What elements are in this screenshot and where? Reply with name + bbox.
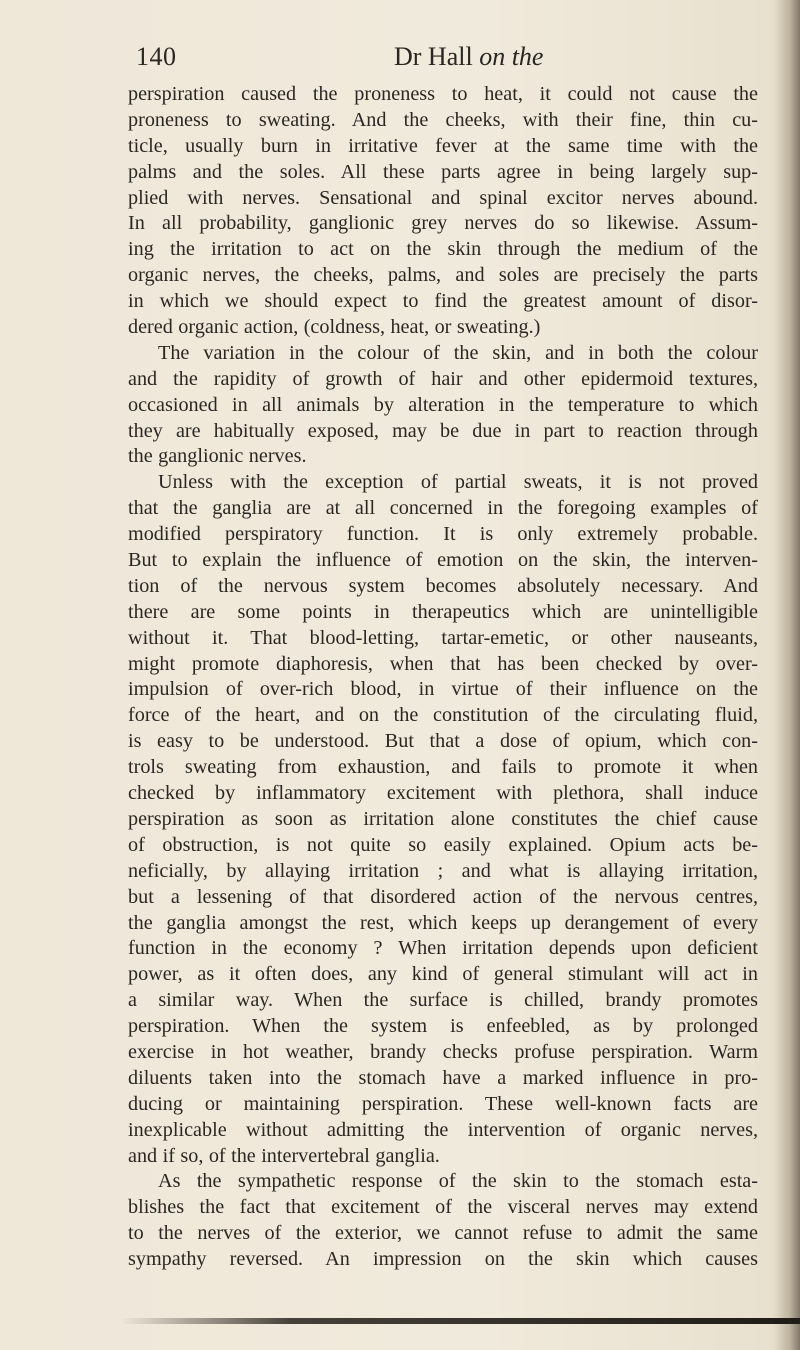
text-line: modified perspiratory function. It is only extremely probable.	[128, 523, 758, 546]
text-line: force of the heart, and on the constitution of the circulating fluid,	[128, 704, 758, 727]
text-line: perspiration caused the proneness to heat, it could not cause the	[128, 83, 758, 105]
page-header	[0, 36, 800, 76]
text-line: there are some points in therapeutics which are unintelligible	[128, 600, 758, 623]
text-line: power, as it often does, any kind of general stimulant will act in	[128, 963, 758, 986]
text-line: perspiration as soon as irritation alone constitutes the chief cause	[128, 807, 758, 830]
page-number: 140	[136, 42, 177, 71]
text-line: trols sweating from exhaustion, and fails to promote it when	[128, 756, 758, 779]
text-line: that the ganglia are at all concerned in the foregoing examples of	[128, 497, 758, 520]
text-line: tion of the nervous system becomes absolutely necessary. And	[128, 574, 758, 597]
text-line: blishes the fact that excitement of the visceral nerves may extend	[128, 1196, 758, 1219]
running-head-title: on the	[479, 42, 544, 71]
text-line: in which we should expect to find the greatest amount of disor-	[128, 290, 758, 313]
text-line: checked by inflammatory excitement with plethora, shall induce	[128, 782, 758, 805]
page-gutter-shadow	[774, 0, 800, 1350]
text-line: exercise in hot weather, brandy checks profuse perspiration. Warm	[128, 1040, 758, 1063]
text-line: As the sympathetic response of the skin to the stomach esta-	[158, 1170, 758, 1193]
text-line: the ganglionic nerves.	[128, 445, 307, 468]
text-line: proneness to sweating. And the cheeks, with their fine, thin cu-	[128, 108, 758, 131]
body-text	[128, 82, 758, 1273]
text-line: In all probability, ganglionic grey nerves do so likewise. Assum-	[128, 212, 758, 235]
text-line: neficially, by allaying irritation ; and what is allaying irritation,	[128, 859, 758, 882]
text-line: the ganglia amongst the rest, which keeps up derangement of every	[128, 911, 758, 934]
text-line: and the rapidity of growth of hair and other epidermoid textures,	[128, 367, 758, 390]
text-line: ducing or maintaining perspiration. These well-known facts are	[128, 1092, 758, 1115]
text-line: ticle, usually burn in irritative fever at the same time with the	[128, 134, 758, 157]
text-line: dered organic action, (coldness, heat, or sweating.)	[128, 316, 541, 339]
text-line: but a lessening of that disordered action of the nervous centres,	[128, 885, 758, 908]
text-line: Unless with the exception of partial sweats, it is not proved	[158, 471, 758, 494]
text-line: of obstruction, is not quite so easily explained. Opium acts be-	[128, 833, 758, 856]
text-line: perspiration. When the system is enfeebled, as by prolonged	[128, 1015, 758, 1038]
text-line: palms and the soles. All these parts agree in being largely sup-	[128, 160, 758, 183]
text-line: The variation in the colour of the skin, and in both the colour	[158, 341, 758, 364]
bottom-rule	[120, 1318, 800, 1324]
text-line: inexplicable without admitting the intervention of organic nerves,	[128, 1118, 758, 1141]
running-head	[394, 42, 543, 72]
text-line: they are habitually exposed, may be due in part to reaction through	[128, 419, 758, 442]
text-line: function in the economy ? When irritation depends upon deficient	[128, 937, 758, 960]
text-line: impulsion of over-rich blood, in virtue of their influence on the	[128, 678, 758, 701]
text-line: But to explain the influence of emotion on the skin, the interven-	[128, 549, 758, 572]
text-line: occasioned in all animals by alteration in the temperature to which	[128, 393, 758, 416]
text-line: is easy to be understood. But that a dose of opium, which con-	[128, 730, 758, 753]
text-line: might promote diaphoresis, when that has been checked by over-	[128, 652, 758, 675]
text-line: a similar way. When the surface is chilled, brandy promotes	[128, 989, 758, 1012]
text-line: without it. That blood-letting, tartar-emetic, or other nauseants,	[128, 626, 758, 649]
text-line: to the nerves of the exterior, we cannot refuse to admit the same	[128, 1222, 758, 1245]
text-line: diluents taken into the stomach have a marked influence in pro-	[128, 1066, 758, 1089]
running-head-author: Dr Hall	[394, 42, 473, 71]
text-line: organic nerves, the cheeks, palms, and soles are precisely the parts	[128, 264, 758, 287]
text-line: ing the irritation to act on the skin through the medium of the	[128, 238, 758, 261]
text-line: and if so, of the intervertebral ganglia.	[128, 1144, 440, 1167]
text-line: plied with nerves. Sensational and spinal excitor nerves abound.	[128, 186, 758, 209]
text-line: sympathy reversed. An impression on the skin which causes	[128, 1248, 758, 1271]
